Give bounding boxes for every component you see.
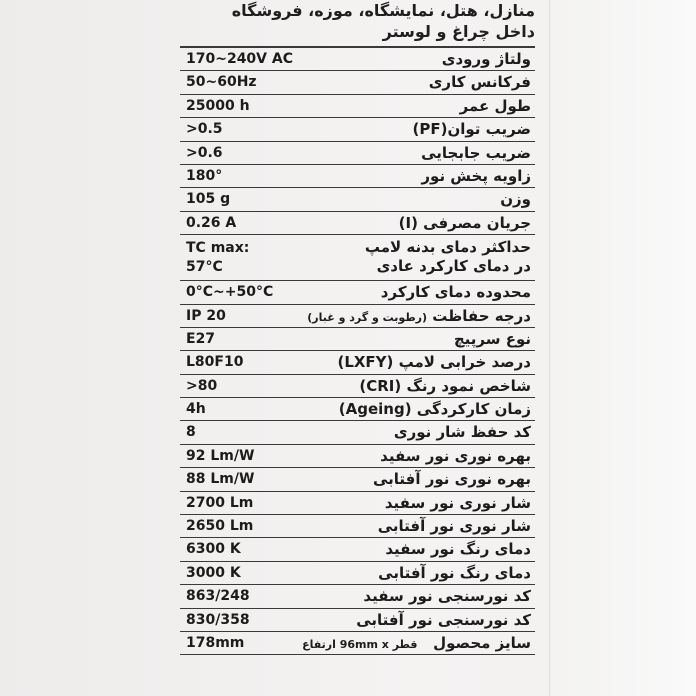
spec-label [365,238,531,276]
spec-row [180,562,535,585]
spec-value: 3000 K [186,564,241,581]
spec-row [180,398,535,421]
spec-label: بهره نوری نور آفتابی [372,470,531,489]
spec-label: نوع سرپیچ [453,329,531,348]
spec-value: >0.6 [186,144,223,161]
spec-row [180,281,535,304]
spec-label: زاویه پخش نور [421,166,531,185]
spec-row [180,375,535,398]
spec-value: 92 Lm/W [186,447,255,464]
spec-value: 2700 Lm [186,494,254,511]
spec-row [180,609,535,632]
spec-row [180,585,535,608]
usage-line-2: داخل چراغ و لوستر [382,22,535,41]
spec-value-line1: TC max: [186,240,250,257]
spec-label: شار نوری نور سفید [384,493,531,512]
spec-label: دمای رنگ نور آفتابی [378,563,531,582]
spec-row [180,48,535,71]
spec-label [307,307,531,325]
spec-row [180,445,535,468]
spec-label: وزن [500,190,531,209]
spec-label [302,634,531,652]
spec-label: زمان کارکردگی (Ageing) [338,400,531,419]
spec-label: طول عمر [459,96,531,115]
spec-label-line2: در دمای کارکرد عادی [376,257,531,276]
spec-label: ولتاژ ورودی [441,50,531,68]
spec-label-note: (رطوبت و گرد و غبار) [307,310,428,324]
spec-value: 8 [186,424,196,441]
spec-label-note: قطر 96mm x ارتفاع [302,637,418,651]
spec-label-line1: حداکثر دمای بدنه لامپ [364,238,531,257]
spec-value: 180° [186,167,223,184]
spec-label: شاخص نمود رنگ (CRI) [359,376,531,395]
spec-label: شار نوری نور آفتابی [377,517,531,536]
spec-row [180,305,535,328]
spec-row [180,235,535,281]
spec-table [180,46,535,655]
spec-row [180,515,535,538]
box-side-edge [549,0,696,696]
spec-value: 170~240V AC [186,51,293,67]
spec-row [180,632,535,655]
spec-row [180,351,535,374]
spec-label-main: درجه حفاظت [432,306,531,325]
spec-label: ضریب جابجایی [421,143,531,162]
usage-line-1: منازل، هتل، نمایشگاه، موزه، فروشگاه [231,1,535,20]
spec-row [180,538,535,561]
spec-value: 88 Lm/W [186,471,255,488]
spec-row [180,95,535,118]
spec-row [180,468,535,491]
spec-label: ضریب توان(PF) [412,120,531,139]
spec-value: >80 [186,377,218,394]
spec-label-main: سایز محصول [433,633,531,652]
spec-label: دمای رنگ نور سفید [385,540,531,559]
spec-row [180,212,535,235]
spec-value: 105 g [186,191,231,208]
spec-value-line2: 57°C [186,259,223,276]
spec-row [180,492,535,515]
spec-value: 2650 Lm [186,518,254,535]
spec-label: جریان مصرفی (I) [398,213,531,232]
spec-value: IP 20 [186,307,226,324]
spec-label: کد حفظ شار نوری [393,423,531,442]
spec-row [180,118,535,141]
spec-label: محدوده دمای کارکرد [380,283,531,302]
spec-value: 6300 K [186,541,241,558]
spec-row [180,71,535,94]
spec-row [180,328,535,351]
spec-label: درصد خرابی لامپ (LXFY) [337,353,531,372]
spec-value: L80F10 [186,354,244,371]
spec-row [180,421,535,444]
spec-value: 830/358 [186,611,250,628]
spec-value: 0°C~+50°C [186,284,274,301]
spec-value [186,239,249,277]
spec-value: 863/248 [186,588,250,605]
spec-value: 50~60Hz [186,74,257,91]
spec-value: >0.5 [186,121,223,138]
spec-label: بهره نوری نور سفید [380,446,531,465]
spec-row [180,165,535,188]
spec-value: 178mm [186,634,245,651]
spec-label: کد نورسنجی نور سفید [363,587,531,606]
spec-value: 4h [186,401,206,418]
spec-row [180,188,535,211]
spec-value: 25000 h [186,97,250,114]
spec-label: فرکانس کاری [428,73,531,92]
spec-row [180,142,535,165]
spec-label: کد نورسنجی نور آفتابی [356,610,531,629]
spec-value: E27 [186,330,216,347]
spec-value: 0.26 A [186,214,237,231]
